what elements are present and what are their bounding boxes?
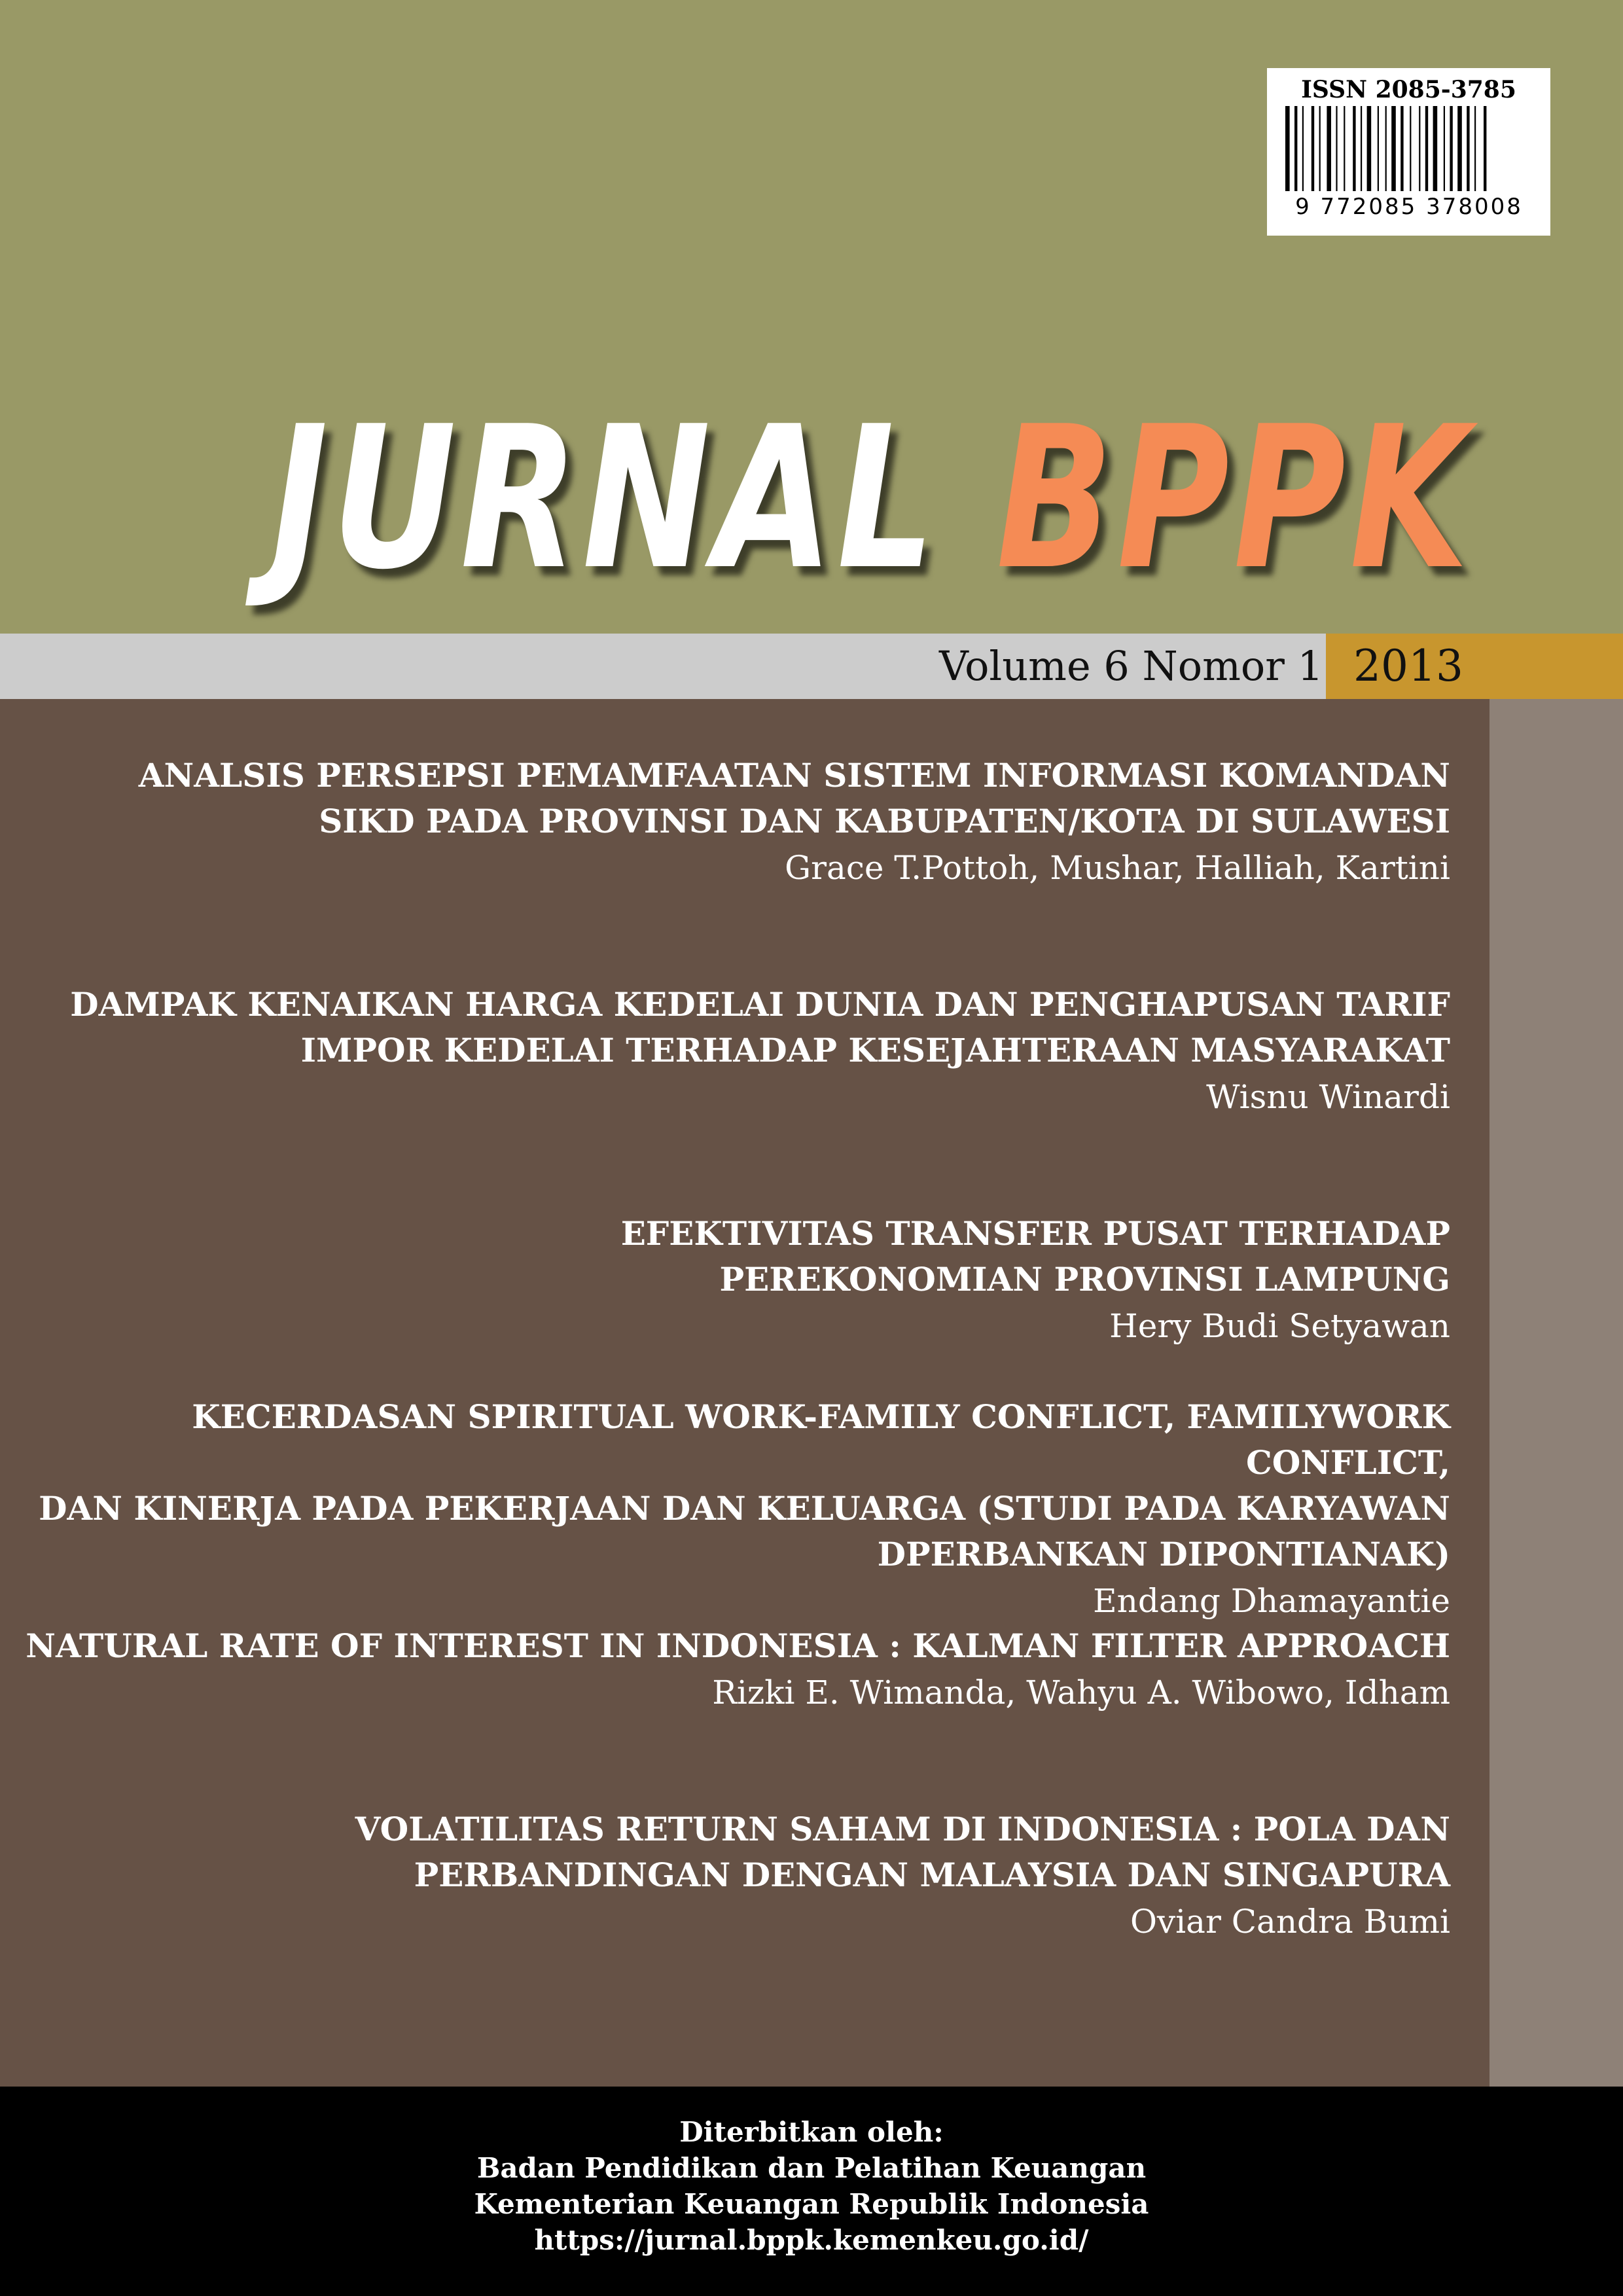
article-5 xyxy=(26,1623,1450,1716)
footer-agency: Badan Pendidikan dan Pelatihan Keuangan xyxy=(476,2152,1147,2184)
article-title: EFEKTIVITAS TRANSFER PUSAT TERHADAP PEREKONOMIAN PROVINSI LAMPUNG xyxy=(620,1214,1450,1299)
article-3 xyxy=(621,1211,1450,1350)
footer-published-by: Diterbitkan oleh: xyxy=(679,2116,944,2148)
article-4 xyxy=(0,1394,1450,1624)
logo-word-jurnal: JURNAL xyxy=(270,384,939,613)
article-title: NATURAL RATE OF INTEREST IN INDONESIA : KALMAN FILTER APPROACH xyxy=(26,1626,1450,1665)
issue-volume: Volume 6 Nomor 1 xyxy=(938,642,1323,690)
barcode-icon xyxy=(1281,106,1537,191)
issue-year-box xyxy=(1326,634,1623,699)
logo-word-bppk: BPPK xyxy=(996,384,1472,613)
article-authors: Grace T.Pottoh, Mushar, Halliah, Kartini xyxy=(785,849,1450,887)
publisher-footer xyxy=(0,2087,1623,2296)
issue-year: 2013 xyxy=(1353,641,1463,691)
article-title: KECERDASAN SPIRITUAL WORK-FAMILY CONFLICT, FAMILYWORK CONFLICT, DAN KINERJA PADA PEKERJAAN DAN KELUARGA (STUDI PADA KARYAWAN DPERBANKAN DIPONTIANAK) xyxy=(39,1397,1450,1573)
footer-ministry: Kementerian Keuangan Republik Indonesia xyxy=(474,2188,1149,2220)
article-title: ANALSIS PERSEPSI PEMAMFAATAN SISTEM INFORMASI KOMANDAN SIKD PADA PROVINSI DAN KABUPATEN/KOTA DI SULAWESI xyxy=(138,756,1450,840)
journal-logo xyxy=(270,384,1472,613)
article-authors: Rizki E. Wimanda, Wahyu A. Wibowo, Idham xyxy=(712,1674,1450,1712)
issn-barcode-box xyxy=(1267,68,1550,236)
footer-url: https://jurnal.bppk.kemenkeu.go.id/ xyxy=(534,2224,1089,2256)
article-6 xyxy=(355,1806,1450,1945)
article-1 xyxy=(139,753,1450,891)
article-2 xyxy=(70,982,1450,1121)
article-title: DAMPAK KENAIKAN HARGA KEDELAI DUNIA DAN PENGHAPUSAN TARIF IMPOR KEDELAI TERHADAP KESEJAHTERAAN MASYARAKAT xyxy=(70,985,1450,1069)
barcode-number: 9 772085 378008 xyxy=(1295,194,1523,220)
issn-label: ISSN 2085-3785 xyxy=(1301,76,1516,103)
article-authors: Oviar Candra Bumi xyxy=(1130,1903,1450,1941)
article-authors: Endang Dhamayantie xyxy=(1093,1582,1450,1620)
article-authors: Hery Budi Setyawan xyxy=(1109,1307,1450,1345)
side-strip xyxy=(1489,699,1623,2087)
article-title: VOLATILITAS RETURN SAHAM DI INDONESIA : POLA DAN PERBANDINGAN DENGAN MALAYSIA DAN SINGAPURA xyxy=(355,1810,1450,1894)
cover-header xyxy=(0,0,1623,634)
article-authors: Wisnu Winardi xyxy=(1206,1078,1450,1116)
